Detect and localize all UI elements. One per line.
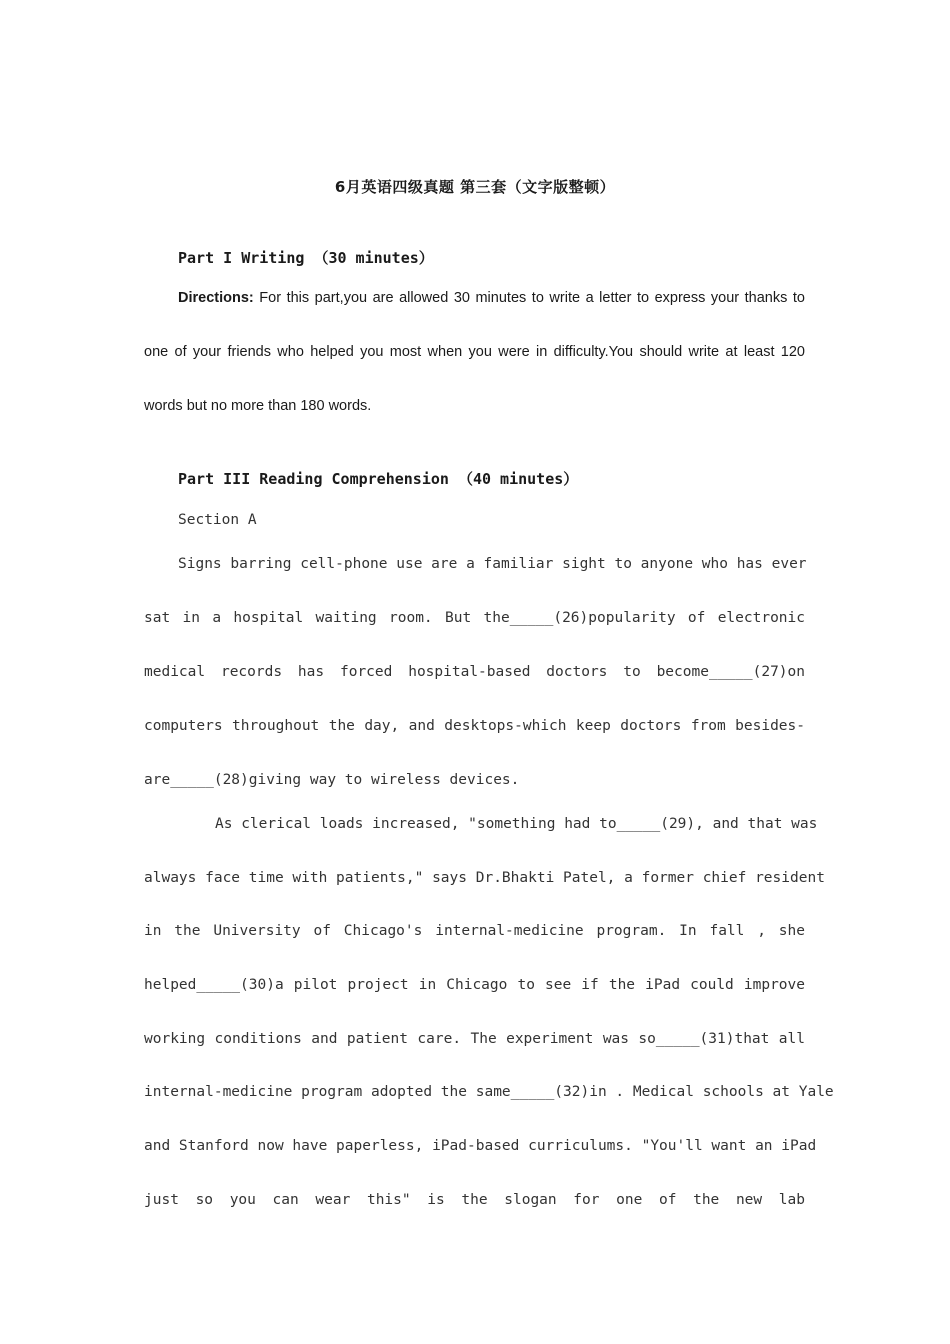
directions-label: Directions: [178,290,254,306]
passage-line: medical records has forced hospital-based doctors to become_____(27)on [144,664,805,680]
passage-line: just so you can wear this" is the slogan for one of the new lab [144,1192,805,1208]
passage-line: always face time with patients," says Dr.Bhakti Patel, a former chief resident [144,870,825,886]
section-a-label: Section A [178,512,257,528]
part1-heading: Part I Writing （30 minutes） [178,249,434,267]
passage-line: and Stanford now have paperless, iPad-based curriculums. "You'll want an iPad [144,1138,817,1154]
passage-line: in the University of Chicago's internal-medicine program. In fall , she [144,923,805,939]
passage-line: working conditions and patient care. The experiment was so_____(31)that all [144,1031,805,1047]
directions-text: For this part,you are allowed 30 minutes to write a letter to express your thanks to one of your friends who helped you most when you were in difficulty.You should write at least 120 words but no more than 180 words. [144,290,805,414]
passage-line: As clerical loads increased, "something had to_____(29), and that was [215,816,818,832]
passage-line: are_____(28)giving way to wireless devices. [144,772,520,788]
part1-directions [144,271,805,433]
part3-heading: Part III Reading Comprehension （40 minutes） [178,470,579,488]
passage-line: internal-medicine program adopted the same_____(32)in . Medical schools at Yale [144,1084,834,1100]
passage-line: Signs barring cell-phone use are a familiar sight to anyone who has ever [178,556,807,572]
document-title: 6月英语四级真题 第三套（文字版整顿） [334,178,616,196]
passage-line: computers throughout the day, and desktops-which keep doctors from besides- [144,718,805,734]
passage-line: sat in a hospital waiting room. But the_____(26)popularity of electronic [144,610,805,626]
passage-line: helped_____(30)a pilot project in Chicago to see if the iPad could improve [144,977,805,993]
